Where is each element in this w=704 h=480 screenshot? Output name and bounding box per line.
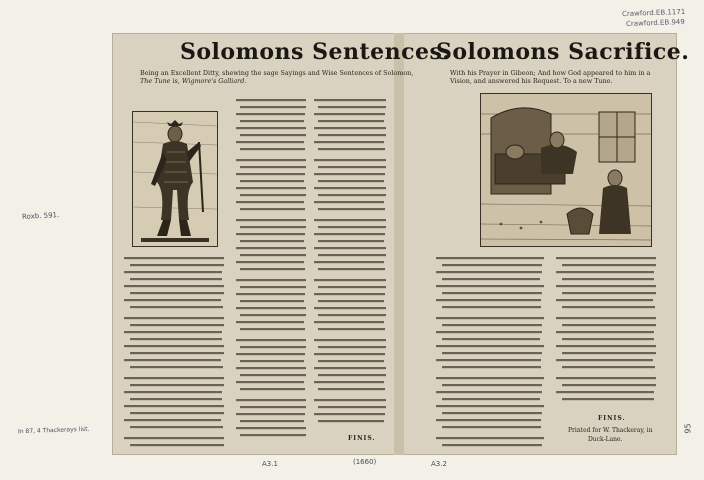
verse-lines-block — [236, 97, 310, 447]
printer-imprint: Printed for W. Thackeray, in — [568, 427, 653, 434]
verse-lines-block — [124, 255, 228, 449]
left-subtitle: Being an Excellent Ditty, shewing the sage Sayings and Wise Sentences of Solomon, — [140, 69, 414, 77]
right-title: Solomons Sacrifice. — [436, 39, 690, 65]
shelfmark-2: Crawford.EB.949 — [625, 17, 685, 29]
pencil-note-left-upper: Roxb. 591. — [21, 211, 60, 221]
verse-lines-block — [556, 255, 660, 409]
right-woodcut — [480, 93, 652, 247]
right-subtitle-2: Vision, and answered his Request. To a new Tune. — [450, 77, 613, 85]
left-finis: FINIS. — [348, 435, 376, 442]
left-woodcut — [132, 111, 218, 247]
verse-lines-block — [436, 255, 548, 449]
right-verse-column-1 — [436, 255, 548, 449]
pencil-note-bottom-b: A3.2 — [431, 460, 447, 468]
pencil-note-bottom-date: (1660) — [353, 458, 377, 466]
standing-king-icon — [133, 112, 217, 246]
verse-lines-block — [314, 97, 390, 431]
pencil-note-bottom-a: A3.1 — [262, 460, 278, 468]
pencil-note-left-lower: In 87, 4 Thackerays list. — [17, 425, 90, 436]
left-ballad — [112, 33, 451, 455]
dream-chamber-icon — [481, 94, 651, 246]
center-fold — [394, 33, 404, 455]
left-verse-column-1 — [236, 97, 310, 447]
right-verse-column-2 — [556, 255, 660, 409]
left-title: Solomons Sentences. — [180, 39, 451, 65]
left-verse-column-0 — [124, 255, 228, 449]
left-verse-column-2 — [314, 97, 390, 431]
printer-imprint-2: Duck-Lane. — [588, 436, 623, 443]
right-finis: FINIS. — [598, 415, 626, 422]
shelfmark-1: Crawford.EB.1171 — [621, 7, 686, 19]
page-number: 95 — [683, 423, 693, 434]
right-subtitle: With his Prayer in Gibeon; And how God appeared to him in a — [450, 69, 651, 77]
left-tune: The Tune is, Wigmore's Galliard. — [140, 77, 247, 85]
